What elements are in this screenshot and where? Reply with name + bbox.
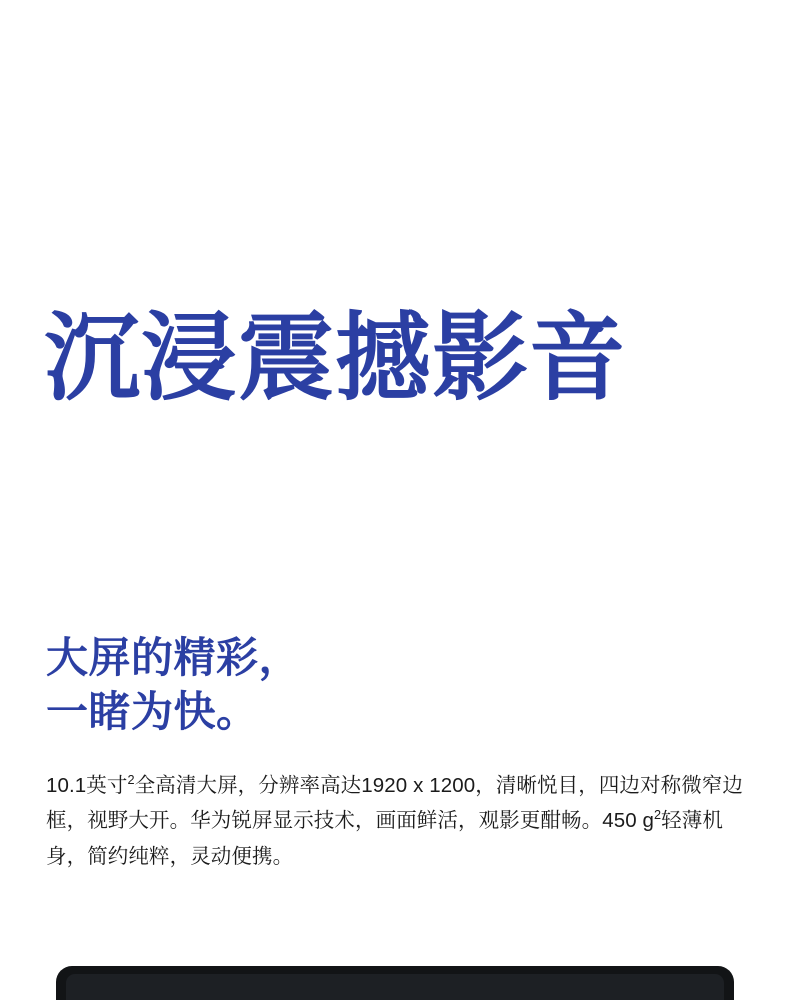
body-segment-1: 10.1英寸 xyxy=(46,774,128,797)
subheading xyxy=(46,631,301,739)
body-segment-2: 全高清大屏，分辨率高达1920 x 1200，清晰悦目，四边对称微窄边框，视野大开。华为锐屏显示技术，画面鲜活，观影更酣畅。450 g xyxy=(46,774,744,833)
tablet-device-image xyxy=(56,966,734,1000)
footnote-marker-1: 2 xyxy=(127,772,135,788)
body-segment-3: 轻薄机身，简约纯粹，灵动便携。 xyxy=(46,809,723,868)
body-paragraph xyxy=(46,768,752,874)
page-title: 沉浸震撼影音 xyxy=(44,305,626,413)
subheading-line-2: 一睹为快。 xyxy=(46,687,259,735)
footnote-marker-2: 2 xyxy=(654,807,662,823)
body-copy xyxy=(46,768,752,874)
subheading-line-1: 大屏的精彩， xyxy=(46,633,302,681)
